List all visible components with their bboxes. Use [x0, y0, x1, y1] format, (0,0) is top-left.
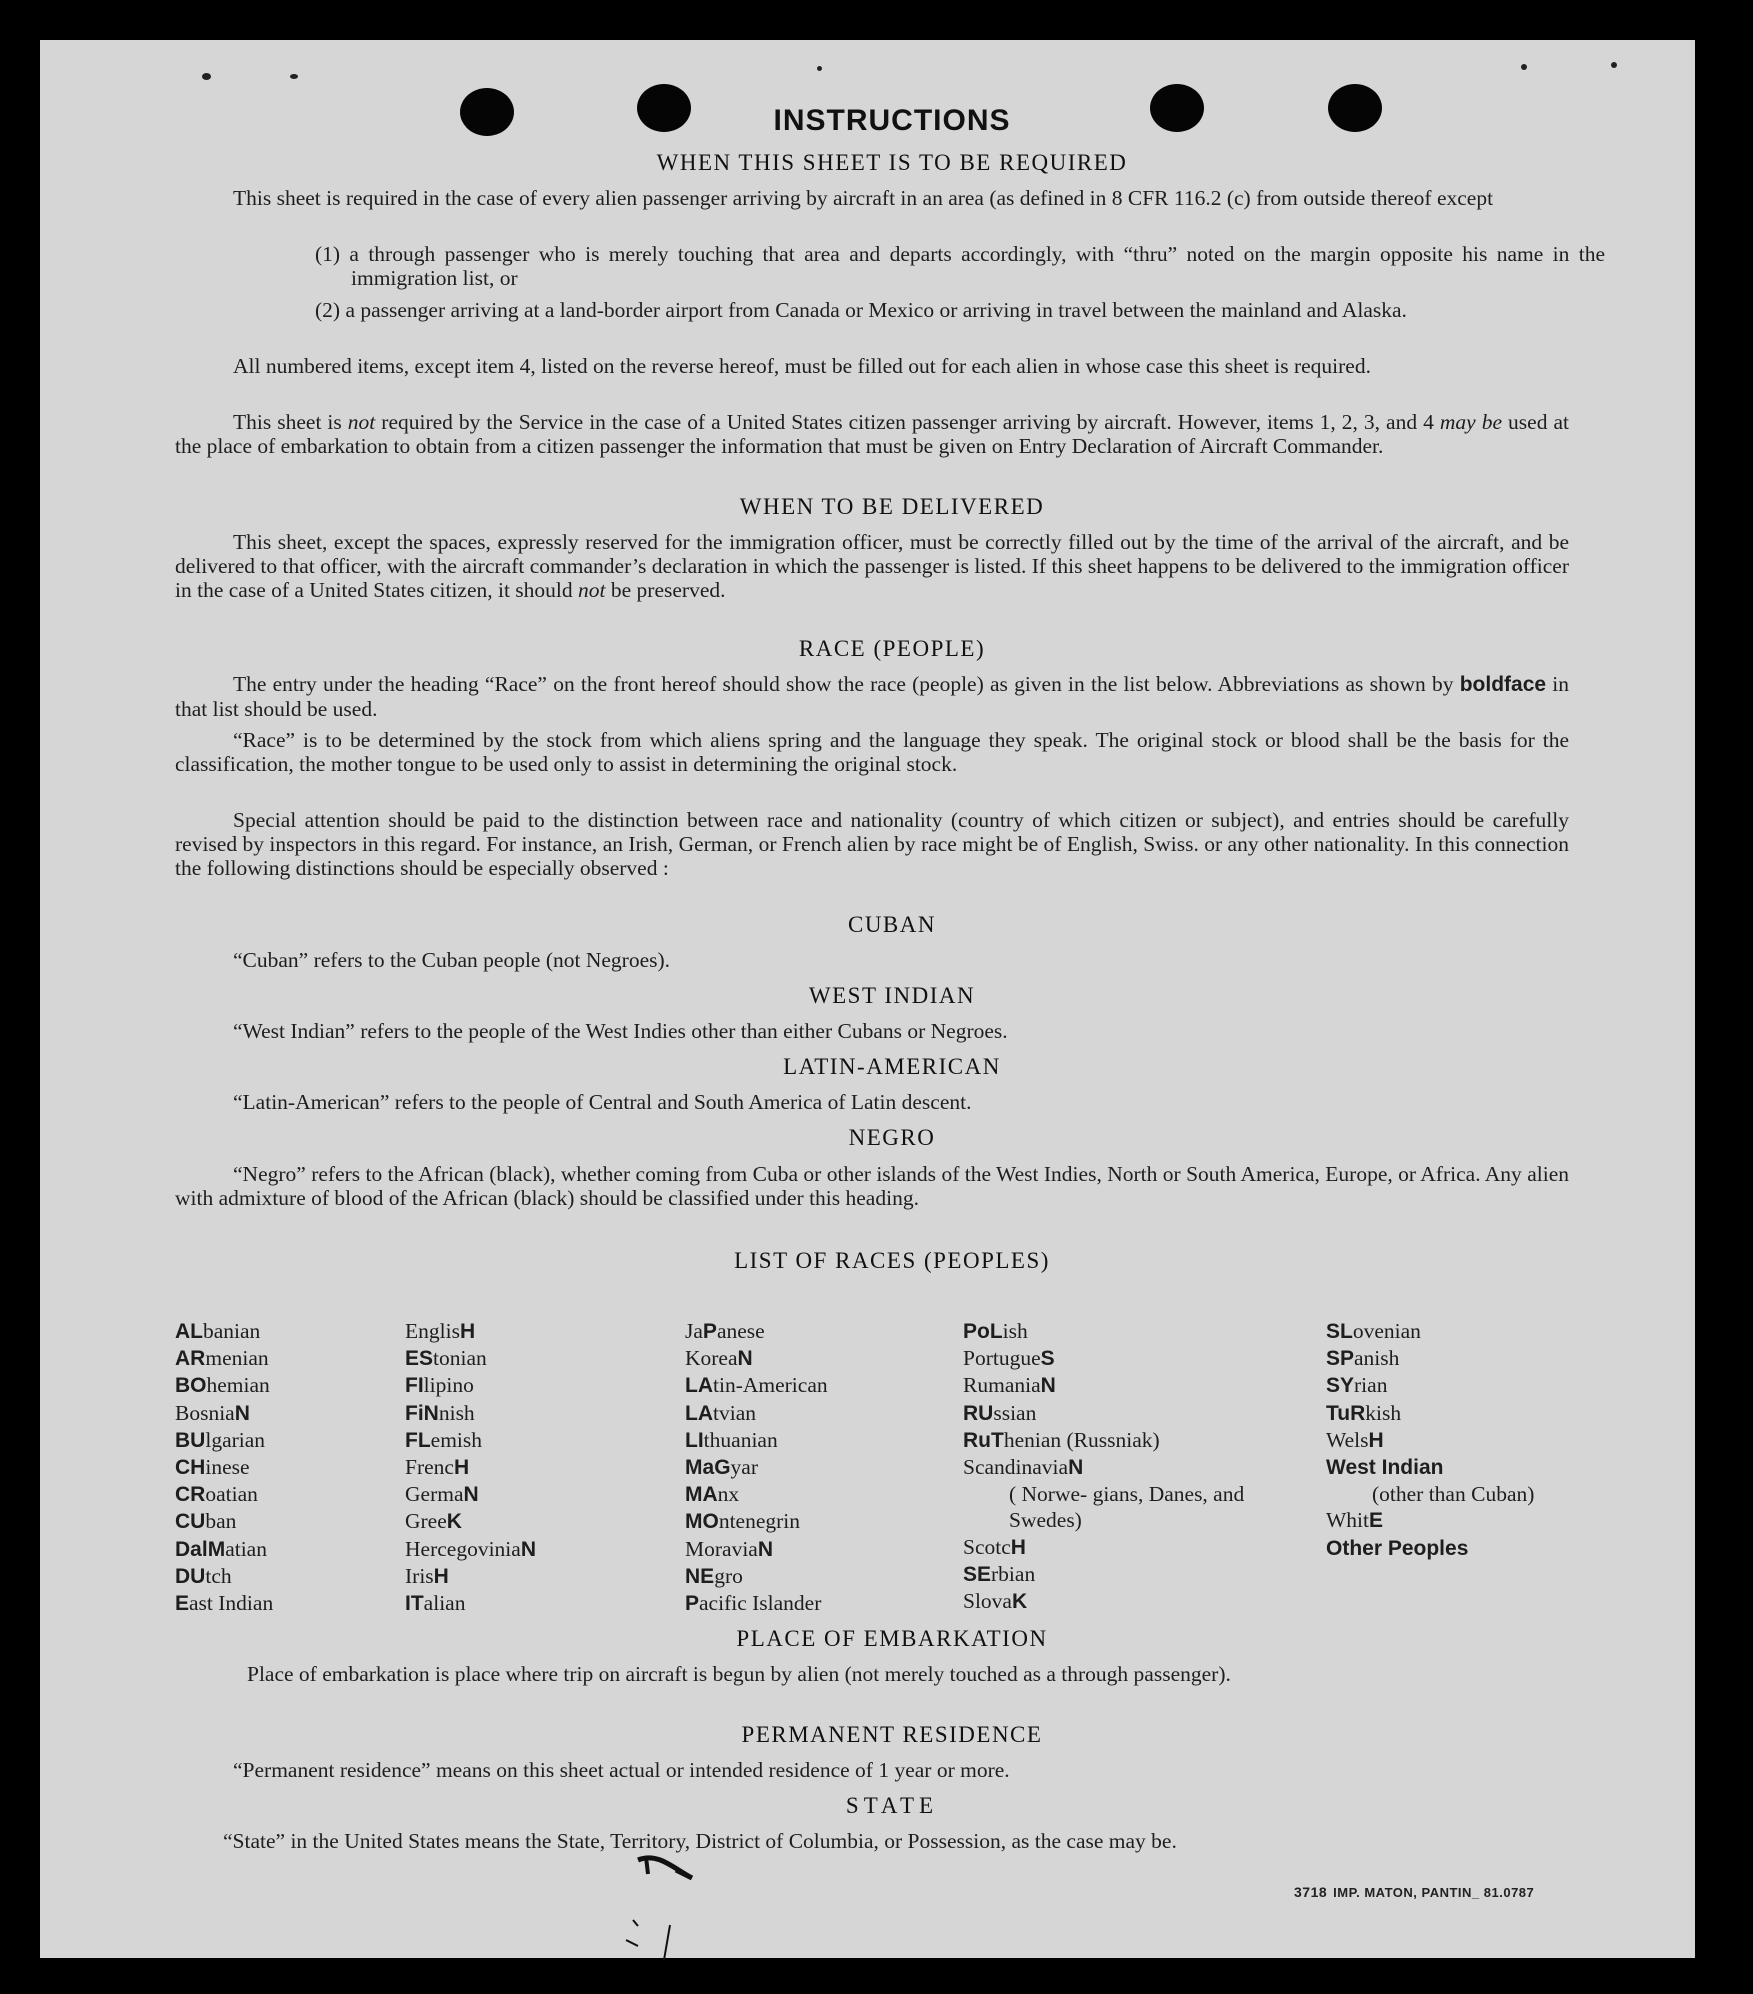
race-entry: [405, 1372, 536, 1399]
text-span: be preserved.: [605, 578, 726, 602]
section-heading-cuban: CUBAN: [847, 912, 936, 937]
race-text: thuanian: [703, 1427, 778, 1452]
race-entry: [405, 1590, 536, 1617]
race-entry: [1326, 1454, 1571, 1507]
race-text: rbian: [991, 1561, 1036, 1586]
race-text: Wels: [1326, 1427, 1369, 1452]
race-column-1: [175, 1318, 273, 1617]
race-abbreviation: BU: [175, 1428, 206, 1452]
race-text: nx: [717, 1482, 740, 1507]
paragraph-race-entry: [175, 672, 1569, 721]
ink-mark: [618, 1840, 758, 1980]
text-span: The entry under the heading “Race” on the front hereof should show the race (people) as given in the list below. Abbreviations as shown by: [233, 672, 1460, 696]
race-abbreviation: K: [1011, 1590, 1028, 1614]
race-text: Gree: [405, 1509, 447, 1534]
race-text: ntenegrin: [718, 1509, 801, 1534]
race-entry: [963, 1454, 1253, 1534]
race-abbreviation: Ru: [963, 1428, 991, 1452]
race-entry: [963, 1534, 1253, 1561]
section-heading-west-indian: WEST INDIAN: [808, 983, 976, 1008]
race-abbreviation: G: [714, 1456, 731, 1480]
race-abbreviation: BO: [175, 1374, 207, 1398]
section-heading-state: STATE: [845, 1793, 939, 1818]
race-abbreviation: FI: [405, 1374, 424, 1398]
race-entry: [1326, 1400, 1571, 1427]
race-entry: [963, 1561, 1253, 1588]
race-text: inese: [205, 1455, 250, 1480]
race-entry: [405, 1508, 536, 1535]
race-entry: [175, 1481, 273, 1508]
race-text: kish: [1365, 1400, 1402, 1425]
race-text: lgarian: [205, 1427, 266, 1452]
race-text: Ja: [685, 1319, 703, 1343]
text-span: This sheet is: [233, 410, 348, 434]
race-abbreviation: MA: [685, 1483, 718, 1507]
race-abbreviation: AL: [175, 1320, 203, 1343]
race-text: anese: [716, 1319, 765, 1343]
race-abbreviation: H: [453, 1456, 470, 1480]
race-continuation: (other than Cuban): [1372, 1482, 1535, 1507]
race-abbreviation: N: [1068, 1456, 1084, 1480]
race-text: rian: [1354, 1373, 1388, 1398]
list-item-2: (2) a passenger arriving at a land-border airport from Canada or Mexico or arriving in travel between the mainland and Alaska.: [315, 298, 1407, 322]
race-entry: [963, 1318, 1253, 1345]
race-entry: [405, 1427, 536, 1454]
paragraph-race-stock: “Race” is to be determined by the stock from which aliens spring and the language they speak. The original stock or blood shall be the basis for the classification, the mother tongue to be used only to assist in determining the original stock.: [175, 728, 1569, 776]
definition-cuban: “Cuban” refers to the Cuban people (not Negroes).: [233, 948, 671, 972]
race-abbreviation: CR: [175, 1483, 206, 1507]
paragraph-delivered: [175, 530, 1569, 602]
form-number: 3718: [1294, 1884, 1328, 1900]
race-text: oatian: [205, 1482, 258, 1507]
race-abbreviation: N: [737, 1347, 753, 1371]
speck: [1521, 64, 1527, 70]
race-abbreviation: SP: [1326, 1347, 1355, 1371]
bold-word: boldface: [1459, 673, 1547, 696]
race-abbreviation: MO: [685, 1510, 719, 1534]
race-text: Germa: [405, 1482, 464, 1507]
race-text: ban: [205, 1509, 237, 1534]
definition-latin-american: “Latin-American” refers to the people of Central and South America of Latin descent.: [233, 1090, 972, 1114]
race-abbreviation: LI: [685, 1428, 704, 1452]
race-entry: [405, 1563, 536, 1590]
race-entry: [175, 1536, 273, 1563]
race-text: ish: [1002, 1319, 1028, 1343]
race-column-3: [685, 1318, 828, 1617]
race-abbreviation: E: [175, 1592, 190, 1616]
race-text: lipino: [423, 1373, 474, 1398]
race-text: henian (Russniak): [1003, 1427, 1160, 1452]
race-entry: [1326, 1535, 1571, 1562]
race-abbreviation: Ma: [685, 1456, 715, 1480]
race-abbreviation: CH: [175, 1456, 206, 1480]
race-abbreviation: Dal: [175, 1537, 208, 1561]
race-abbreviation: N: [463, 1483, 479, 1507]
race-abbreviation: N: [1040, 1374, 1056, 1398]
race-text: menian: [205, 1346, 269, 1371]
race-entry: [175, 1427, 273, 1454]
race-entry: [175, 1318, 273, 1345]
race-text: nish: [438, 1400, 475, 1425]
paragraph-race-nationality: Special attention should be paid to the distinction between race and nationality (country of which citizen or subject), and entries should be carefully revised by inspectors in this regard. For instance, an Irish, German, or French alien by race might be of English, Swiss. or any other nationality. In this connection the following distinctions should be especially observed :: [175, 808, 1569, 880]
race-text: Scandinavia: [963, 1455, 1069, 1480]
race-text: Korea: [685, 1346, 738, 1371]
document-sheet: [40, 40, 1695, 1958]
race-abbreviation: R: [1350, 1401, 1366, 1425]
race-entry: [685, 1372, 828, 1399]
race-text: Frenc: [405, 1455, 454, 1480]
race-entry: [963, 1372, 1253, 1399]
race-entry: [405, 1536, 536, 1563]
emphasis-may-be: may be: [1439, 410, 1503, 434]
race-continuation: ( Norwe- gians, Danes, and Swedes): [1009, 1482, 1245, 1533]
race-entry: [405, 1318, 536, 1345]
race-text: acific Islander: [699, 1591, 822, 1616]
race-entry: [1326, 1427, 1571, 1454]
race-abbreviation: FL: [405, 1428, 431, 1452]
race-entry: [685, 1318, 828, 1345]
emphasis-not: not: [347, 410, 376, 434]
race-entry: [1326, 1372, 1571, 1399]
speck: [817, 66, 822, 71]
race-abbreviation: H: [1010, 1535, 1026, 1559]
race-text: tvian: [713, 1400, 756, 1425]
race-entry: [1326, 1318, 1571, 1345]
race-text: banian: [203, 1319, 261, 1343]
race-text: Englis: [405, 1319, 460, 1343]
section-heading-race: RACE (PEOPLE): [798, 636, 986, 661]
race-text: Rumania: [963, 1373, 1041, 1398]
race-entry: [1326, 1507, 1571, 1534]
speck: [202, 73, 211, 80]
race-entry: [175, 1372, 273, 1399]
race-entry: [963, 1588, 1253, 1615]
race-entry: [175, 1345, 273, 1372]
race-abbreviation: LA: [685, 1401, 713, 1425]
race-entry: [175, 1454, 273, 1481]
race-text: Slova: [963, 1589, 1012, 1614]
race-entry: [963, 1400, 1253, 1427]
race-entry: [963, 1427, 1253, 1454]
race-abbreviation: IT: [405, 1592, 424, 1616]
race-text: Portugue: [963, 1346, 1041, 1371]
race-entry: [1326, 1345, 1571, 1372]
race-entry: [685, 1427, 828, 1454]
race-abbreviation: P: [685, 1592, 700, 1616]
race-text: alian: [423, 1591, 466, 1616]
race-abbreviation: H: [433, 1564, 449, 1588]
section-heading-delivered: WHEN TO BE DELIVERED: [739, 494, 1045, 519]
text-span: in that list should be used.: [175, 672, 1569, 721]
text-span: This sheet, except the spaces, expressly reserved for the immigration officer, must be correctly filled out by the time of the arrival of the aircraft, and be delivered to that officer, with the aircraft commander’s declaration in which the passenger is listed. If this sheet happens to be delivered to the immigration officer in the case of a United States citizen, it should: [175, 530, 1569, 602]
race-entry: [685, 1345, 828, 1372]
race-abbreviation: Tu: [1326, 1401, 1351, 1425]
race-abbreviation: West Indian: [1326, 1456, 1444, 1480]
race-column-5: [1326, 1318, 1571, 1562]
race-text: atian: [225, 1536, 267, 1561]
race-entry: [685, 1536, 828, 1563]
race-text: anish: [1354, 1346, 1400, 1371]
section-heading-required: WHEN THIS SHEET IS TO BE REQUIRED: [656, 150, 1128, 175]
race-entry: [405, 1400, 536, 1427]
race-text: Bosnia: [175, 1400, 235, 1425]
race-abbreviation: P: [702, 1320, 717, 1343]
race-column-2: [405, 1318, 536, 1617]
race-abbreviation: Po: [963, 1320, 990, 1343]
race-abbreviation: H: [459, 1320, 476, 1343]
race-entry: [685, 1508, 828, 1535]
text-span: required by the Service in the case of a United States citizen passenger arriving by aircraft. However, items 1, 2, 3, and 4: [375, 410, 1440, 434]
list-item-1: (1) a through passenger who is merely touching that area and departs accordingly, with “thru” noted on the margin opposite his name in the immigration list, or: [315, 242, 1605, 290]
race-entry: [685, 1400, 828, 1427]
race-text: Whit: [1326, 1508, 1369, 1533]
race-text: ovenian: [1352, 1319, 1421, 1343]
race-abbreviation: N: [234, 1401, 250, 1425]
race-abbreviation: AR: [175, 1347, 206, 1371]
race-abbreviation: E: [1369, 1509, 1384, 1533]
race-text: tin-American: [713, 1373, 828, 1398]
page-title: INSTRUCTIONS: [773, 104, 1011, 137]
definition-negro: “Negro” refers to the African (black), whether coming from Cuba or other islands of the West Indies, North or South America, Europe, or Africa. Any alien with admixture of blood of the African (black) should be classified under this heading.: [175, 1162, 1569, 1210]
race-abbreviation: NE: [685, 1564, 715, 1588]
race-entry: [405, 1481, 536, 1508]
race-text: tonian: [433, 1346, 487, 1371]
race-abbreviation: SE: [963, 1562, 992, 1586]
race-abbreviation: T: [991, 1428, 1004, 1452]
race-entry: [685, 1563, 828, 1590]
race-abbreviation: Other Peoples: [1326, 1536, 1469, 1560]
race-text: tch: [205, 1563, 232, 1588]
race-abbreviation: M: [207, 1537, 226, 1561]
race-abbreviation: N: [520, 1537, 536, 1561]
race-abbreviation: N: [757, 1537, 774, 1561]
race-abbreviation: H: [1368, 1428, 1384, 1452]
emphasis-not: not: [578, 578, 606, 602]
race-text: Hercegovinia: [405, 1536, 521, 1561]
race-entry: [685, 1590, 828, 1617]
race-text: emish: [430, 1427, 483, 1452]
race-abbreviation: DU: [175, 1564, 206, 1588]
race-entry: [175, 1590, 273, 1617]
race-entry: [175, 1563, 273, 1590]
race-abbreviation: CU: [175, 1510, 206, 1534]
section-heading-list-of-races: LIST OF RACES (PEOPLES): [734, 1248, 1050, 1273]
printer-imprint: IMP. MATON, PANTIN_ 81.0787: [1333, 1885, 1535, 1900]
text-span: used at the place of embarkation to obtain from a citizen passenger the information that must be given on Entry Declaration of Aircraft Commander.: [175, 410, 1569, 458]
race-text: Moravia: [685, 1536, 758, 1561]
race-entry: [963, 1345, 1253, 1372]
race-abbreviation: K: [446, 1510, 462, 1534]
race-abbreviation: N: [423, 1401, 439, 1425]
section-heading-residence: PERMANENT RESIDENCE: [741, 1722, 1043, 1747]
race-text: ssian: [993, 1400, 1037, 1425]
section-heading-embarkation: PLACE OF EMBARKATION: [736, 1626, 1048, 1651]
race-text: gro: [714, 1563, 743, 1588]
speck: [290, 74, 298, 79]
definition-embarkation: Place of embarkation is place where trip on aircraft is begun by alien (not merely touched as a through passenger).: [247, 1662, 1231, 1686]
race-abbreviation: S: [1040, 1347, 1055, 1371]
race-text: Iris: [405, 1563, 434, 1588]
race-column-4: [963, 1318, 1253, 1615]
form-footer: [1294, 1884, 1534, 1900]
section-heading-negro: NEGRO: [848, 1125, 936, 1150]
race-text: yar: [730, 1455, 758, 1480]
race-abbreviation: RU: [963, 1401, 994, 1425]
race-entry: [405, 1345, 536, 1372]
race-entry: [175, 1400, 273, 1427]
race-entry: [685, 1481, 828, 1508]
section-heading-latin-american: LATIN-AMERICAN: [783, 1054, 1001, 1079]
race-abbreviation: Fi: [405, 1401, 424, 1425]
paragraph-numbered-items: All numbered items, except item 4, listed on the reverse hereof, must be filled out for each alien in whose case this sheet is required.: [233, 354, 1371, 378]
race-entry: [405, 1454, 536, 1481]
race-entry: [175, 1508, 273, 1535]
speck: [1611, 62, 1617, 68]
race-abbreviation: L: [989, 1320, 1003, 1343]
definition-west-indian: “West Indian” refers to the people of the West Indies other than either Cubans or Negroes.: [233, 1019, 1008, 1043]
race-abbreviation: ES: [405, 1347, 434, 1371]
paragraph-citizen: [175, 410, 1569, 458]
definition-state: “State” in the United States means the State, Territory, District of Columbia, or Possession, as the case may be.: [223, 1829, 1177, 1853]
race-abbreviation: SY: [1326, 1374, 1355, 1398]
race-text: hemian: [206, 1373, 270, 1398]
race-text: Scotc: [963, 1534, 1011, 1559]
definition-residence: “Permanent residence” means on this sheet actual or intended residence of 1 year or more.: [233, 1758, 1010, 1782]
race-abbreviation: SL: [1326, 1320, 1353, 1343]
race-text: ast Indian: [189, 1591, 274, 1616]
race-abbreviation: LA: [685, 1374, 713, 1398]
race-entry: [685, 1454, 828, 1481]
paragraph-required-intro: This sheet is required in the case of every alien passenger arriving by aircraft in an area (as defined in 8 CFR 116.2 (c) from outside thereof except: [233, 186, 1494, 210]
